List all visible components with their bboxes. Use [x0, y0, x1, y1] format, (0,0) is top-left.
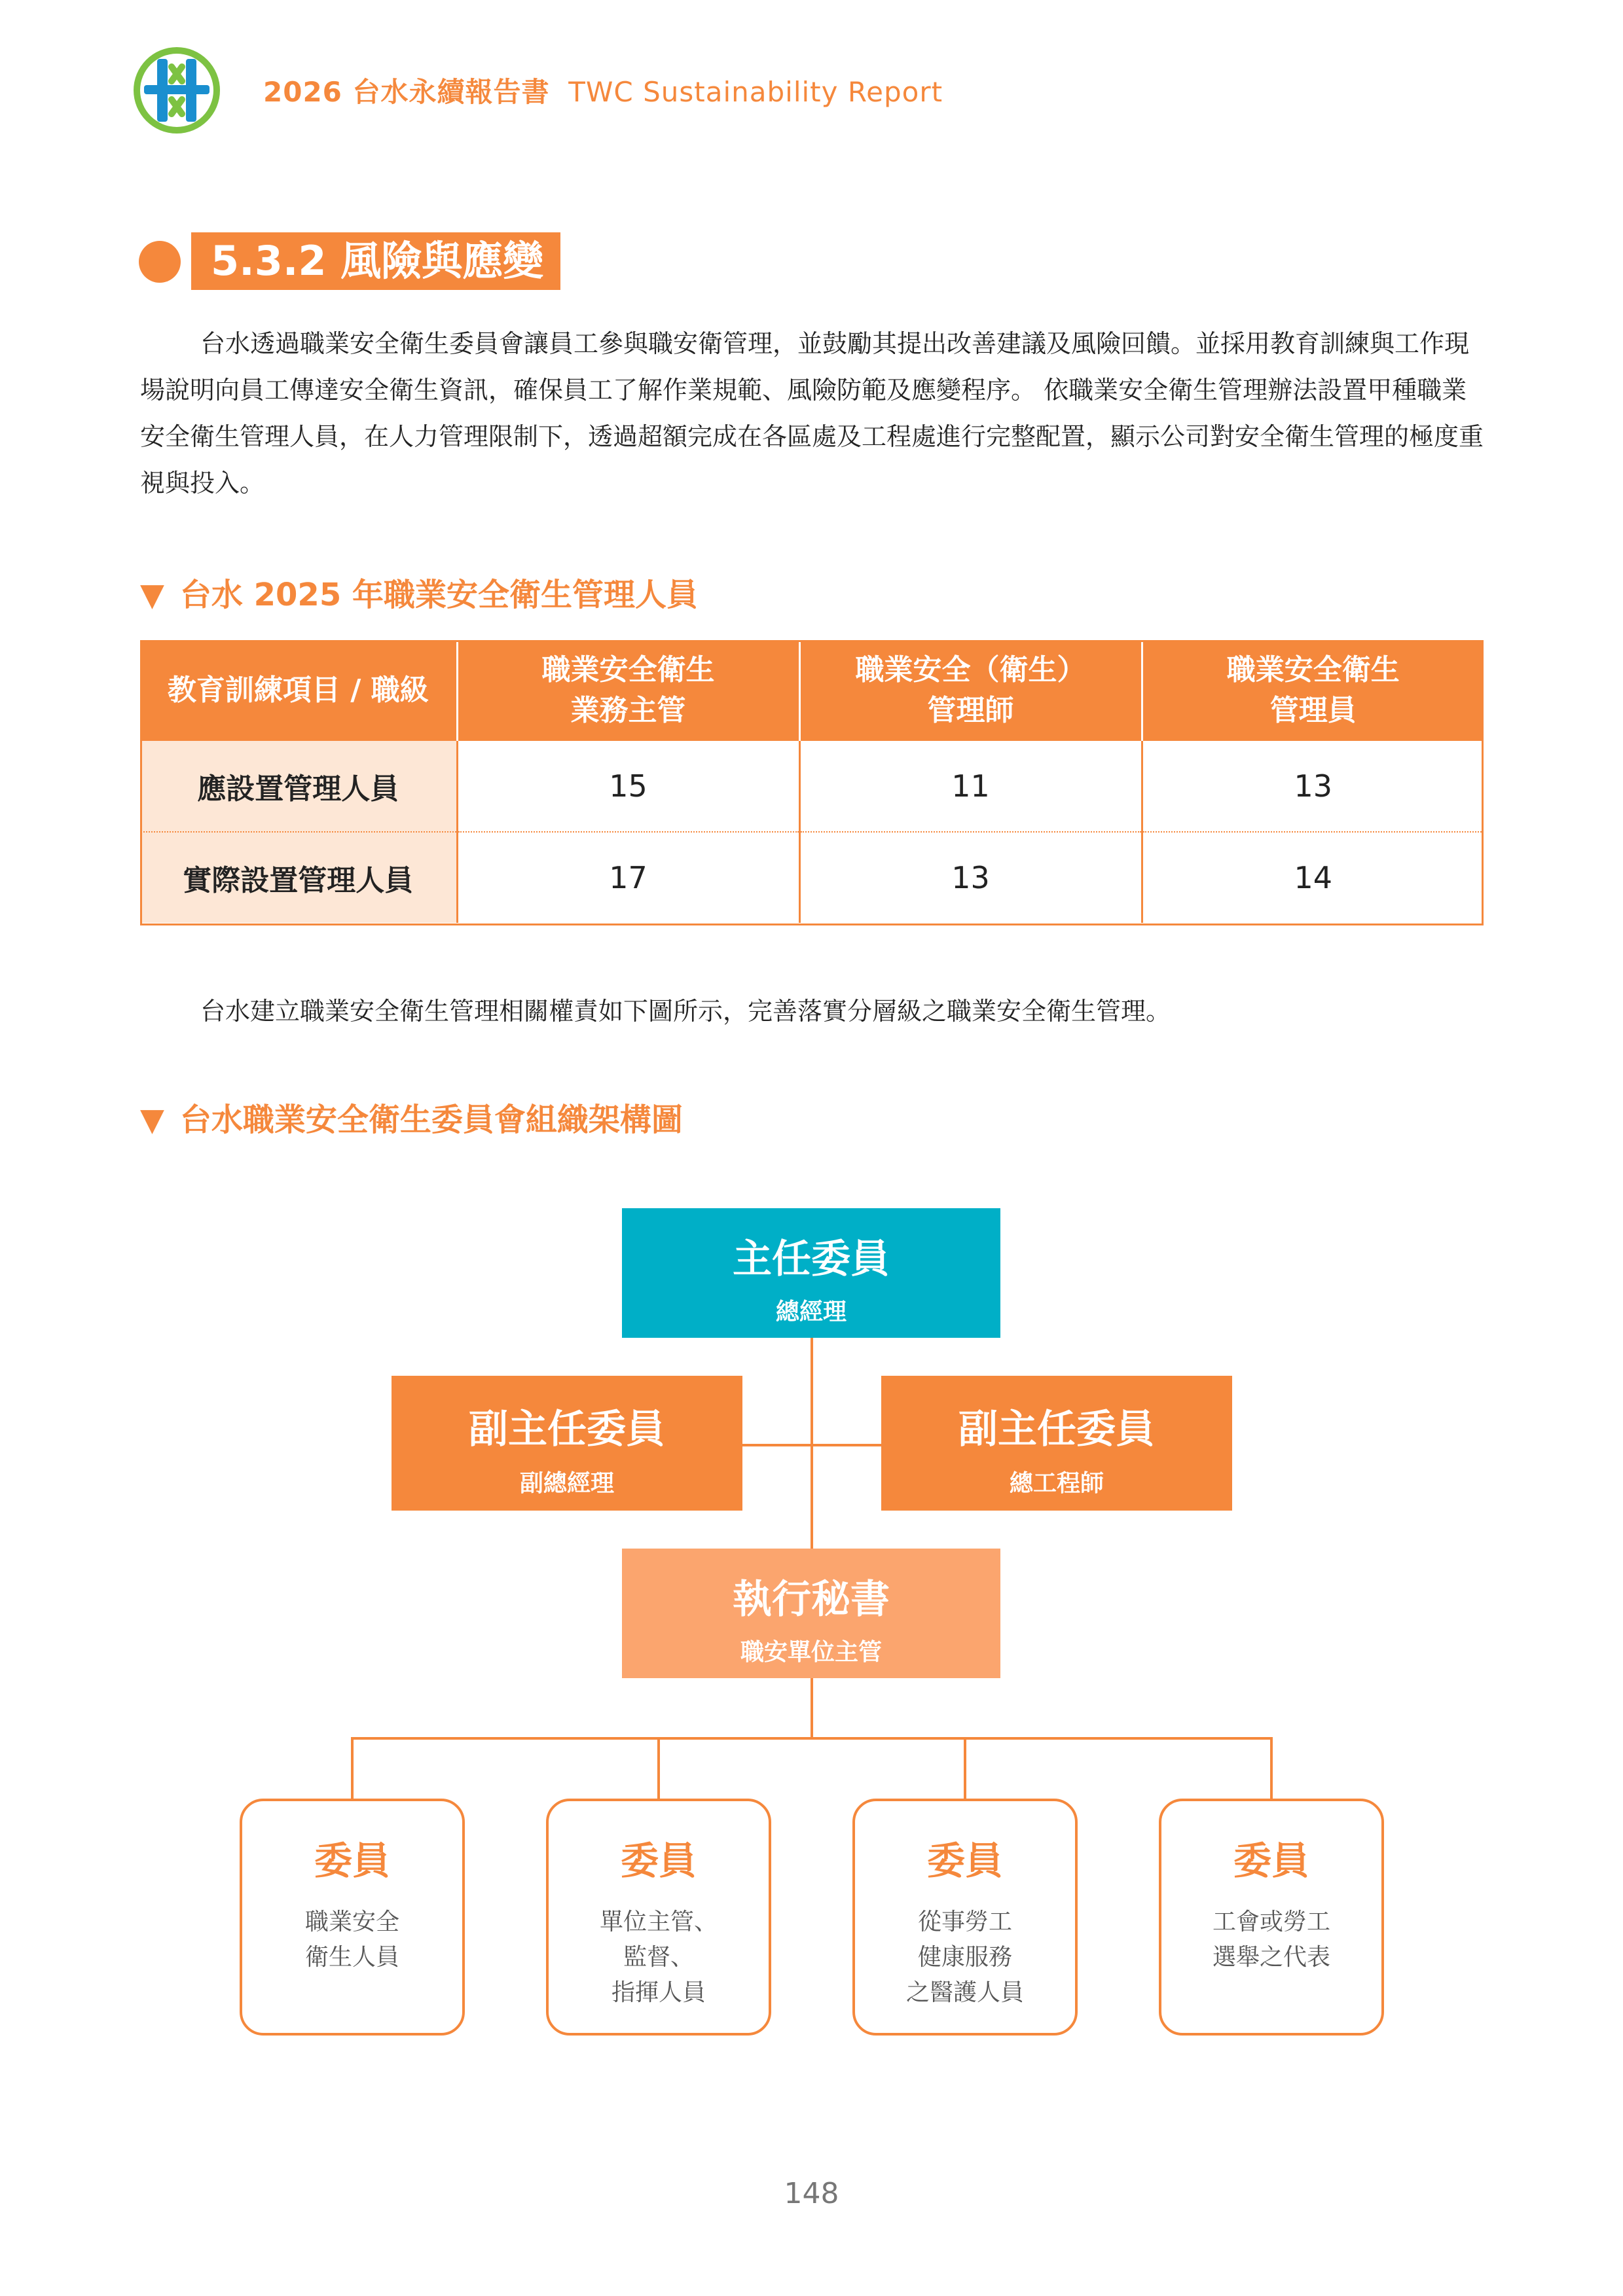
- header-title-en: TWC Sustainability Report: [568, 76, 943, 108]
- table-cell: 17: [457, 832, 799, 923]
- connector-secretary-down: [811, 1677, 813, 1740]
- member-box: [240, 1799, 465, 2036]
- chair-sub: 總經理: [775, 1299, 847, 1325]
- vice-chair-right-title: 副主任委員: [958, 1407, 1155, 1452]
- table-cell: 13: [799, 832, 1142, 923]
- connector-member-4: [1270, 1737, 1273, 1800]
- org-chart-heading-text: 台水職業安全衛生委員會組織架構圖: [179, 1102, 683, 1138]
- vice-chair-right-sub: 總工程師: [1009, 1470, 1104, 1497]
- member-sub: 單位主管、 監督、 指揮人員: [599, 1909, 718, 2006]
- table-cell: 11: [799, 741, 1142, 832]
- member-title: 委員: [926, 1839, 1003, 1883]
- connector-members-bar: [351, 1737, 1273, 1740]
- section-paragraph: 台水透過職業安全衛生委員會讓員工參與職安衛管理，並鼓勵其提出改善建議及風險回饋。並採用教育訓練與工作現場說明向員工傳達安全衛生資訊，確保員工了解作業規範、風險防範及應變程序。 依職業安全衛生管理辦法設置甲種職業安全衛生管理人員，在人力管理限制下，透過超額完成在各區處及工程處進行完整配置，顯示公司對安全衛生管理的極度重視與投入。: [140, 329, 1484, 497]
- column-header: 職業安全衛生 業務主管: [457, 640, 799, 741]
- connector-member-1: [351, 1737, 354, 1800]
- member-sub: 從事勞工 健康服務 之醫護人員: [905, 1909, 1024, 2006]
- table-row: [140, 832, 1484, 923]
- member-sub: 工會或勞工 選舉之代表: [1212, 1909, 1330, 1971]
- chair-box: [622, 1208, 1000, 1338]
- table-cell: 13: [1142, 741, 1484, 832]
- staff-table: [140, 640, 1484, 923]
- table-cell: 14: [1294, 860, 1333, 895]
- column-header: 教育訓練項目 / 職級: [140, 640, 457, 741]
- connector-horizontal-vice: [742, 1444, 883, 1446]
- member-title: 委員: [1233, 1839, 1309, 1883]
- table-heading: [140, 569, 698, 615]
- column-header: 職業安全（衛生） 管理師: [799, 640, 1142, 741]
- twc-water-logo-icon: [131, 45, 223, 136]
- org-chart-heading: [140, 1094, 683, 1139]
- section-title: 5.3.2 風險與應變: [191, 232, 560, 290]
- table-header-row: [140, 640, 1484, 741]
- member-box: [852, 1799, 1078, 2036]
- table-cell: 15: [457, 741, 799, 832]
- triangle-down-icon: ▼: [140, 1102, 164, 1138]
- section-bullet-dot: [139, 241, 181, 283]
- connector-member-3: [964, 1737, 966, 1800]
- vice-chair-left-title: 副主任委員: [469, 1407, 665, 1452]
- report-header-title: [263, 71, 943, 110]
- member-sub: 職業安全 衛生人員: [304, 1909, 399, 1971]
- secretary-box: [622, 1549, 1000, 1678]
- member-box: [1159, 1799, 1384, 2036]
- row-header: 實際設置管理人員: [140, 832, 457, 923]
- secretary-title: 執行秘書: [733, 1577, 890, 1623]
- chair-title: 主任委員: [733, 1236, 890, 1282]
- vice-chair-left-sub: 副總經理: [519, 1470, 614, 1497]
- member-title: 委員: [314, 1839, 390, 1883]
- vice-chair-left-box: [392, 1376, 742, 1511]
- member-box: [546, 1799, 771, 2036]
- page-number: 148: [784, 2177, 839, 2210]
- table-row: [140, 741, 1484, 832]
- member-title: 委員: [620, 1839, 697, 1883]
- secretary-sub: 職安單位主管: [740, 1639, 882, 1666]
- row-header: 應設置管理人員: [140, 741, 457, 832]
- triangle-down-icon: ▼: [140, 577, 164, 613]
- header-title-zh: 2026 台水永續報告書: [263, 76, 550, 108]
- table-heading-text: 台水 2025 年職業安全衛生管理人員: [179, 577, 698, 613]
- vice-chair-right-box: [881, 1376, 1232, 1511]
- connector-member-2: [657, 1737, 660, 1800]
- middle-paragraph: 台水建立職業安全衛生管理相關權責如下圖所示，完善落實分層級之職業安全衛生管理。: [200, 997, 1171, 1026]
- column-header: 職業安全衛生 管理員: [1142, 640, 1484, 741]
